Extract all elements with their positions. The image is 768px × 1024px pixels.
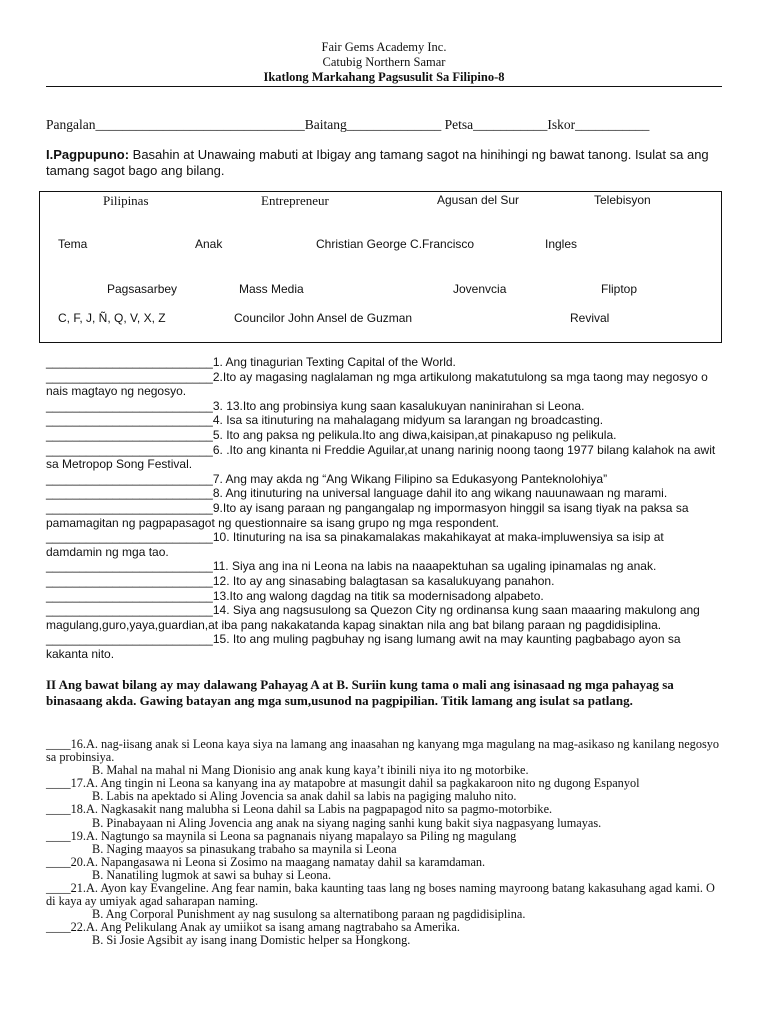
question-item: _________________________1. Ang tinagurian Texting Capital of the World. (46, 355, 456, 369)
school-name: Fair Gems Academy Inc. (321, 40, 447, 54)
choice-item: Agusan del Sur (437, 193, 520, 207)
statement-b: B. Naging maayos sa pinasukang trabaho sa maynila si Leona (92, 841, 397, 856)
statement-b: B. Ang Corporal Punishment ay nag susulong sa alternatibong paraan ng pagdidisiplina. (92, 907, 526, 922)
school-location: Catubig Northern Samar (322, 55, 446, 69)
choice-item: Telebisyon (594, 193, 651, 207)
statement-a: ____16.A. nag-iisang anak si Leona kaya siya na lamang ang inaasahan ng kanyang mga magulang na mag-asikaso ng kanilang negosyo sa probinsiya. (46, 737, 720, 765)
question-item: _________________________14. Siya ang nagsusulong sa Quezon City ng ordinansa kung saan maaaring makulong ang magulang,guro,yaya,guardian,at iba pang nakakatanda kapag sinaktan nila ang bat bilang paraan ng pagdidisiplina. (46, 603, 700, 632)
section1-instruction: Basahin at Unawaing mabuti at Ibigay ang tamang sagot na hinihingi ng bawat tanong. Isulat sa ang tamang sagot bago ang bilang. (46, 147, 709, 178)
choice-item: Mass Media (239, 282, 304, 296)
question-item: _________________________3. 13.Ito ang probinsiya kung saan kasalukuyan naninirahan si Leona. (46, 398, 585, 413)
statement-a: ____20.A. Napangasawa ni Leona si Zosimo na maagang namatay dahil sa karamdaman. (46, 854, 486, 869)
section2-items (46, 738, 722, 948)
question-item: _________________________15. Ito ang muling pagbuhay ng isang lumang awit na may kaunting pagbabago ayon sa kakanta nito. (46, 632, 681, 661)
statement-b: B. Si Josie Agsibit ay isang inang Domistic helper sa Hongkong. (92, 933, 411, 948)
question-item: _________________________5. Ito ang paksa ng pelikula.Ito ang diwa,kaisipan,at pinakapuso ng pelikula. (46, 427, 617, 442)
question-item: _________________________2.Ito ay magasing naglalaman ng mga artikulong makatutulong sa mga taong may negosyo o nais magtayo ng negosyo. (46, 369, 708, 399)
statement-a: ____22.A. Ang Pelikulang Anak ay umiikot sa isang amang nagtrabaho sa Amerika. (46, 920, 460, 935)
question-item: _________________________10. Itinuturing na isa sa pinakamalakas makahikayat at maka-impluwensiya sa isip at damdamin ng mga tao. (46, 530, 664, 559)
statement-b: B. Mahal na mahal ni Mang Dionisio ang anak kung kaya’t ibinili niya ito ng motorbike. (92, 763, 529, 778)
question-item: _________________________11. Siya ang ina ni Leona na labis na naaapektuhan sa ugaling ipinamalas ng anak. (46, 559, 657, 574)
section1-instruction-block (46, 147, 726, 179)
choice-item: Revival (570, 311, 610, 325)
question-item: _________________________4. Isa sa itinuturing na mahalagang midyum sa larangan ng broadcasting. (46, 413, 604, 428)
statement-a: ____18.A. Nagkasakit nang malubha si Leona dahil sa Labis na pagpapagod nito sa pagmo-motorbike. (46, 802, 553, 817)
choice-item: Fliptop (601, 282, 638, 296)
choice-item: Entrepreneur (261, 193, 329, 208)
section1-items (46, 355, 722, 661)
question-item: _________________________6. .Ito ang kinanta ni Freddie Aguilar,at unang narinig noong taong 1977 bilang kalahok na awit sa Metropop Song Festival. (46, 442, 716, 472)
choice-item: Ingles (545, 237, 578, 251)
choice-item: Pilipinas (103, 193, 149, 208)
choice-item: Anak (195, 237, 223, 251)
choice-item: Jovenvcia (453, 282, 507, 296)
statement-a: ____21.A. Ayon kay Evangeline. Ang fear namin, baka kaunting taas lang ng boses naming mayroong batang kakasuhang agad kami. O di kaya ay umiyak agad saharapan naming. (46, 881, 715, 909)
exam-title: Ikatlong Markahang Pagsusulit Sa Filipino-8 (263, 70, 505, 84)
choice-item: Tema (58, 237, 88, 251)
question-item: _________________________8. Ang itinuturing na universal language dahil ito ang wikang nauunawaan ng marami. (46, 486, 668, 501)
section2-instruction: II Ang bawat bilang ay may dalawang Pahayag A at B. Suriin kung tama o mali ang isinasaad ng mga pahayag sa binasaang akda. Gawing batayan ang mga sum,usunod na pagpipilian. Titik lamang ang isulat sa patlang. (46, 677, 674, 708)
choice-item: Christian George C.Francisco (316, 237, 475, 251)
document-header (0, 40, 768, 85)
question-item: _________________________13.Ito ang walong dagdag na titik sa modernisadong alpabeto. (46, 588, 544, 603)
statement-b: B. Nanatiling lugmok at sawi sa buhay si Leona. (92, 867, 332, 882)
choice-item: C, F, J, Ñ, Q, V, X, Z (58, 311, 166, 325)
choice-item: Pagsasarbey (107, 282, 178, 296)
question-item: _________________________12. Ito ay ang sinasabing balagtasan sa kasalukuyang panahon. (46, 573, 555, 588)
statement-a: ____17.A. Ang tingin ni Leona sa kanyang ina ay matapobre at masungit dahil sa pagkakaroon nito ng dugong Espanyol (46, 776, 640, 791)
choices-box (39, 191, 722, 343)
header-divider (46, 86, 722, 87)
student-info-line: Pangalan_______________________________Baitang______________ Petsa___________Iskor___________ (46, 117, 650, 132)
question-item: _________________________7. Ang may akda ng “Ang Wikang Filipino sa Edukasyong Panteknolohiya” (46, 471, 608, 486)
statement-b: B. Pinabayaan ni Aling Jovencia ang anak na siyang naging sanhi kung bakit siya nagpasyang lumayas. (92, 815, 602, 830)
choice-item: Councilor John Ansel de Guzman (234, 311, 413, 325)
statement-b: B. Labis na apektado si Aling Jovencia sa anak dahil sa labis na pagiging maluho nito. (92, 789, 517, 804)
question-item: _________________________9.Ito ay isang paraan ng pangangalap ng impormasyon hinggil sa isang tiyak na paksa sa pamamagitan ng pagpapasagot ng questionnaire sa isang grupo ng mga respondent. (46, 500, 689, 530)
section1-label: I.Pagpupuno: (46, 147, 130, 162)
statement-a: ____19.A. Nagtungo sa maynila si Leona sa pagnanais niyang mapalayo sa Piling ng magulang (46, 828, 517, 843)
